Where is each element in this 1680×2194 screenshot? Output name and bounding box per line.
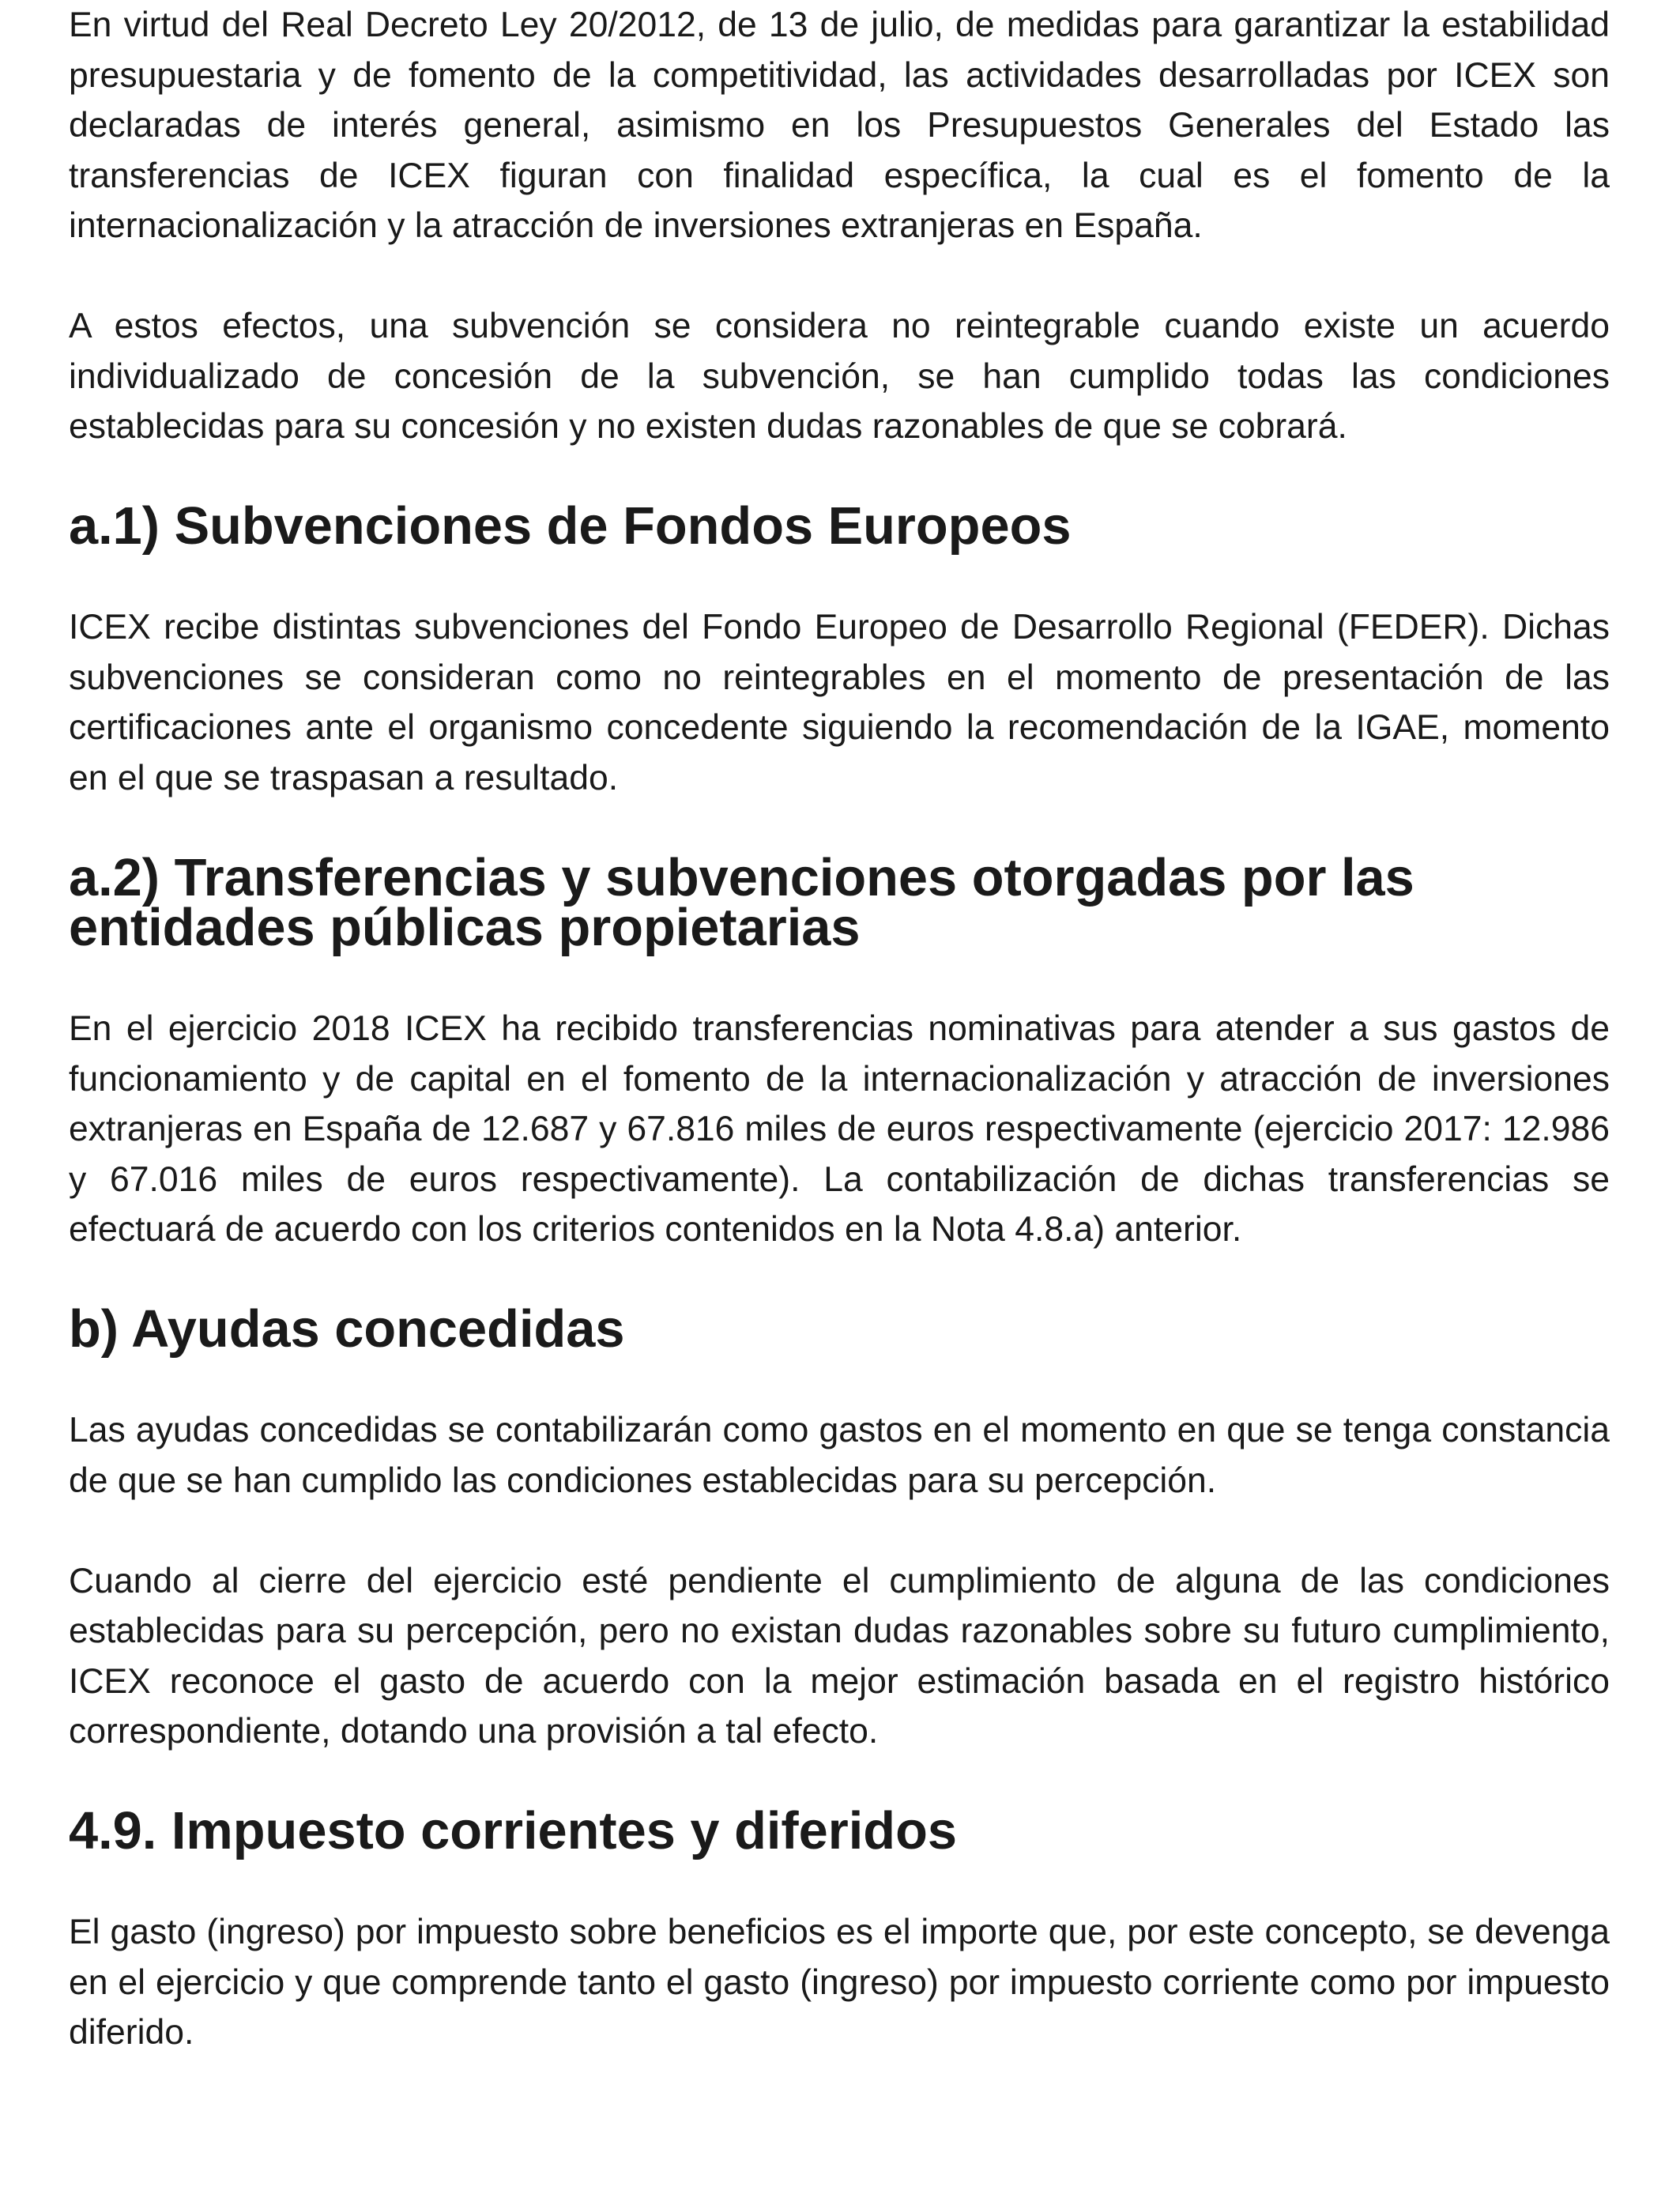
paragraph-subvencion-no-reintegrable: A estos efectos, una subvención se considera no reintegrable cuando existe un acuerdo individualizado de concesión de la subvención, se han cumplido todas las condiciones establecidas para su concesión y no existen dudas razonables de que se cobrará.: [69, 307, 1610, 446]
paragraph-ayudas-gastos: Las ayudas concedidas se contabilizarán como gastos en el momento en que se tenga constancia de que se han cumplido las condiciones establecidas para su percepción.: [69, 1411, 1610, 1500]
heading-impuesto-corrientes-diferidos: 4.9. Impuesto corrientes y diferidos: [69, 1802, 957, 1860]
heading-subvenciones-fondos-europeos: a.1) Subvenciones de Fondos Europeos: [69, 497, 1072, 556]
document-body: [69, 0, 1610, 2108]
paragraph-feder: ICEX recibe distintas subvenciones del Fondo Europeo de Desarrollo Regional (FEDER). Dichas subvenciones se consideran como no reintegrables en el momento de presentación de las certificaciones ante el organismo concedente siguiendo la recomendación de la IGAE, momento en el que se traspasan a resultado.: [69, 608, 1610, 797]
paragraph-real-decreto: En virtud del Real Decreto Ley 20/2012, de 13 de julio, de medidas para garantizar la estabilidad presupuestaria y de fomento de la competitividad, las actividades desarrolladas por ICEX son declaradas de interés general, asimismo en los Presupuestos Generales del Estado las transferencias de ICEX figuran con finalidad específica, la cual es el fomento de la internacionalización y la atracción de inversiones extranjeras en España.: [69, 6, 1610, 245]
paragraph-provision: Cuando al cierre del ejercicio esté pendiente el cumplimiento de alguna de las condiciones establecidas para su percepción, pero no existan dudas razonables sobre su futuro cumplimiento, ICEX reconoce el gasto de acuerdo con la mejor estimación basada en el registro histórico correspondiente, dotando una provisión a tal efecto.: [69, 1561, 1610, 1751]
heading-transferencias-subvenciones: a.2) Transferencias y subvenciones otorgadas por las entidades públicas propietarias: [69, 848, 1414, 957]
paragraph-gasto-impuesto: El gasto (ingreso) por impuesto sobre beneficios es el importe que, por este concepto, se devenga en el ejercicio y que comprende tanto el gasto (ingreso) por impuesto corriente como por impuesto diferido.: [69, 1913, 1610, 2052]
heading-ayudas-concedidas: b) Ayudas concedidas: [69, 1300, 625, 1359]
paragraph-transferencias-nominativas: En el ejercicio 2018 ICEX ha recibido transferencias nominativas para atender a sus gastos de funcionamiento y de capital en el fomento de la internacionalización y atracción de inversiones extranjeras en España de 12.687 y 67.816 miles de euros respectivamente (ejercicio 2017: 12.986 y 67.016 miles de euros respectivamente). La contabilización de dichas transferencias se efectuará de acuerdo con los criterios contenidos en la Nota 4.8.a) anterior.: [69, 1009, 1610, 1249]
